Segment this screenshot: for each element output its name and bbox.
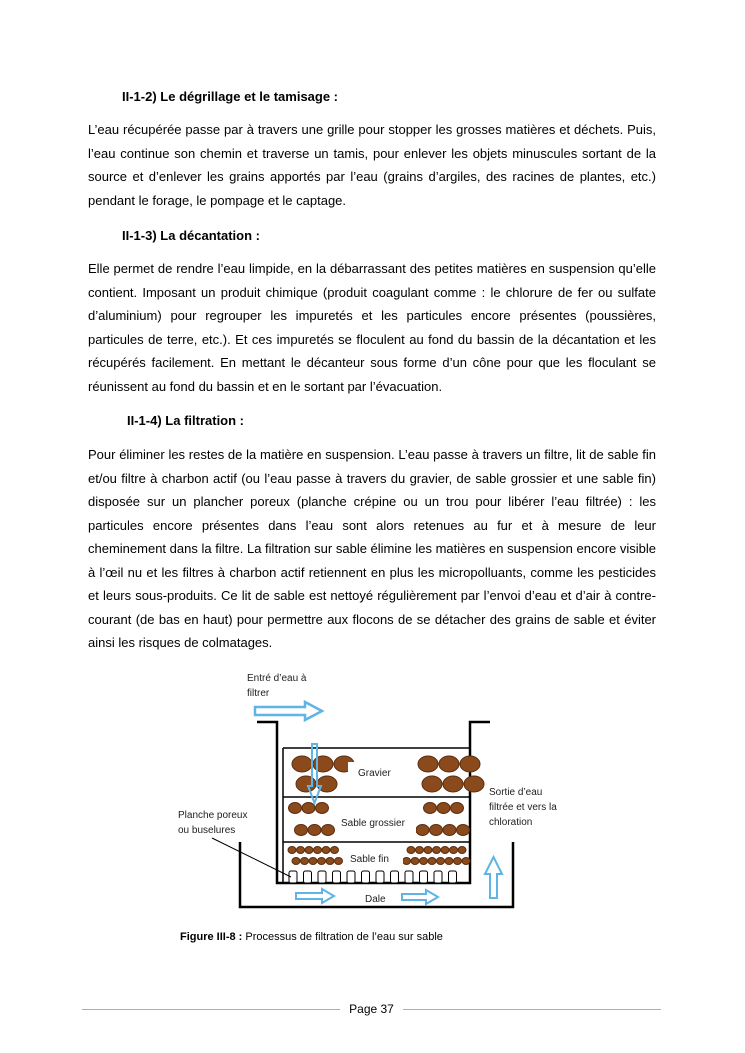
floor-label-2: ou buselures — [178, 825, 236, 836]
coarse-sand-pebble — [316, 803, 329, 814]
coarse-sand-pebble — [302, 803, 315, 814]
nozzle — [333, 871, 341, 883]
fine-sand-grain — [292, 858, 300, 865]
fine-sand-grain — [441, 847, 449, 854]
inlet-label: Entré d’eau à — [247, 673, 307, 684]
coarse-sand-pebble — [437, 803, 450, 814]
footer-rule-right — [403, 1009, 661, 1010]
fine-sand-grain — [450, 847, 458, 854]
base-label: Dale — [365, 894, 386, 905]
nozzle — [347, 871, 355, 883]
nozzle — [362, 871, 370, 883]
fine-sand-grain — [305, 847, 313, 854]
gravel-layer-label — [348, 762, 408, 782]
fine-sand-grain — [309, 858, 317, 865]
svg-text:Gravier: Gravier — [358, 768, 391, 779]
coarse-sand-pebble — [457, 825, 470, 836]
fine-sand-grain — [458, 847, 466, 854]
nozzle-row — [289, 871, 457, 883]
fine-sand-grain — [420, 858, 428, 865]
fine-sand-grain — [462, 858, 470, 865]
fine-sand-grain — [416, 847, 424, 854]
gravel-pebble — [422, 776, 442, 792]
fine-sand-grain — [314, 847, 322, 854]
nozzle — [420, 871, 428, 883]
page-number: Page 37 — [349, 1002, 394, 1016]
fine-sand-grain — [411, 858, 419, 865]
nozzle — [304, 871, 312, 883]
fine-sand-grain — [424, 847, 432, 854]
fine-sand-grain — [301, 858, 309, 865]
nozzle — [391, 871, 399, 883]
coarse-sand-pebble — [295, 825, 308, 836]
nozzle — [449, 871, 457, 883]
floor-pointer — [212, 838, 291, 877]
fine-sand-grain — [322, 847, 330, 854]
nozzle — [376, 871, 384, 883]
inlet-arrow — [255, 702, 322, 720]
gravel-pebble — [464, 776, 484, 792]
coarse-sand-layer-label — [336, 812, 416, 832]
inlet-label-2: filtrer — [247, 688, 270, 699]
caption-label: Figure III-8 : — [180, 931, 243, 943]
fine-sand-grain — [335, 858, 343, 865]
coarse-sand-pebble — [416, 825, 429, 836]
fine-sand-grain — [433, 847, 441, 854]
svg-text:Sable grossier: Sable grossier — [341, 818, 405, 829]
coarse-sand-pebble — [322, 825, 335, 836]
coarse-sand-pebble — [308, 825, 321, 836]
gravel-pebble — [443, 776, 463, 792]
gravel-pebble — [460, 756, 480, 772]
fine-sand-grain — [318, 858, 326, 865]
fine-sand-grain — [288, 847, 296, 854]
floor-label: Planche poreux — [178, 810, 248, 821]
fine-sand-grain — [326, 858, 334, 865]
caption-text: Processus de filtration de l’eau sur sable — [242, 931, 443, 943]
fine-sand-layer-label — [345, 849, 403, 867]
section-heading-filtration: II-1-4) La filtration : — [127, 413, 244, 428]
footer-rule-left — [82, 1009, 340, 1010]
inflow-down-arrow — [308, 744, 321, 803]
gravel-pebble — [439, 756, 459, 772]
svg-text:Sable fin: Sable fin — [350, 854, 389, 865]
section-heading-degrillage: II-1-2) Le dégrillage et le tamisage : — [122, 89, 339, 104]
nozzle — [434, 871, 442, 883]
fine-sand-grain — [428, 858, 436, 865]
outlet-label: Sortie d’eau — [489, 787, 543, 798]
fine-sand-grain — [437, 858, 445, 865]
gravel-pebble — [292, 756, 312, 772]
fine-sand-grain — [454, 858, 462, 865]
coarse-sand-pebble — [289, 803, 302, 814]
fine-sand-grain — [297, 847, 305, 854]
coarse-sand-pebble — [451, 803, 464, 814]
fine-sand-grain — [331, 847, 339, 854]
sand-filter-diagram — [0, 660, 745, 922]
outlet-up-arrow — [485, 857, 502, 898]
paragraph-filtration: Pour éliminer les restes de la matière en suspension. L’eau passe à travers un filtre, lit de sable fin et/ou filtre à charbon actif (ou l’eau passe à travers du gravier, de sable grossier et une sable fin) disposée sur un plancher poreux (planche crépine ou un trou pour libérer l’eau filtrée) : les particules encore présentes dans l’eau sont alors retenues au fur et à mesure de leur cheminement dans la filtre. La filtration sur sable élimine les matières en suspension encore visible à l’œil nu et les filtres à charbon actif retiennent en plus les micropolluants, comme les pesticides et leurs sous-produits. Ce lit de sable est nettoyé régulièrement par l’envoi d’eau et d’air à contre-courant (de bas en haut) pour permettre aux flocons de se détacher des grains de sable et éviter ainsi les risques de colmatages. — [88, 447, 656, 650]
nozzle — [405, 871, 413, 883]
paragraph-degrillage: L’eau récupérée passe par à travers une grille pour stopper les grosses matières et déchets. Puis, l’eau continue son chemin et traverse un tamis, pour enlever les objets minuscules sortant de la source et d’enlever les grains apportés par l’eau (grains d’argiles, des racines de plantes, etc.) pendant le forage, le pompage et le captage. — [88, 122, 656, 208]
figure-caption — [180, 930, 443, 944]
paragraph-decantation: Elle permet de rendre l’eau limpide, en la débarrassant des petites matières en suspension qu’elle contient. Imposant un produit chimique (produit coagulant comme : le chlorure de fer ou sulfate d’aluminium) pour regrouper les impuretés et les particules encore présentes (poussières, particules de terre, etc.). Et ces impuretés se floculent au fond du bassin de la décantation et les récupérés facilement. En mettant le décanteur sous forme d’un cône pour que les floculant se réunissent au fond du bassin et en le sortant par l’évacuation. — [88, 261, 656, 394]
coarse-sand-pebble — [443, 825, 456, 836]
gravel-pebble — [418, 756, 438, 772]
section-heading-decantation: II-1-3) La décantation : — [122, 228, 260, 243]
coarse-sand-pebble — [424, 803, 437, 814]
fine-sand-grain — [403, 858, 411, 865]
outlet-label-2: filtrée et vers la — [489, 802, 557, 813]
fine-sand-grain — [407, 847, 415, 854]
outlet-label-3: chloration — [489, 817, 533, 828]
fine-sand-grain — [445, 858, 453, 865]
nozzle — [318, 871, 326, 883]
coarse-sand-pebble — [430, 825, 443, 836]
